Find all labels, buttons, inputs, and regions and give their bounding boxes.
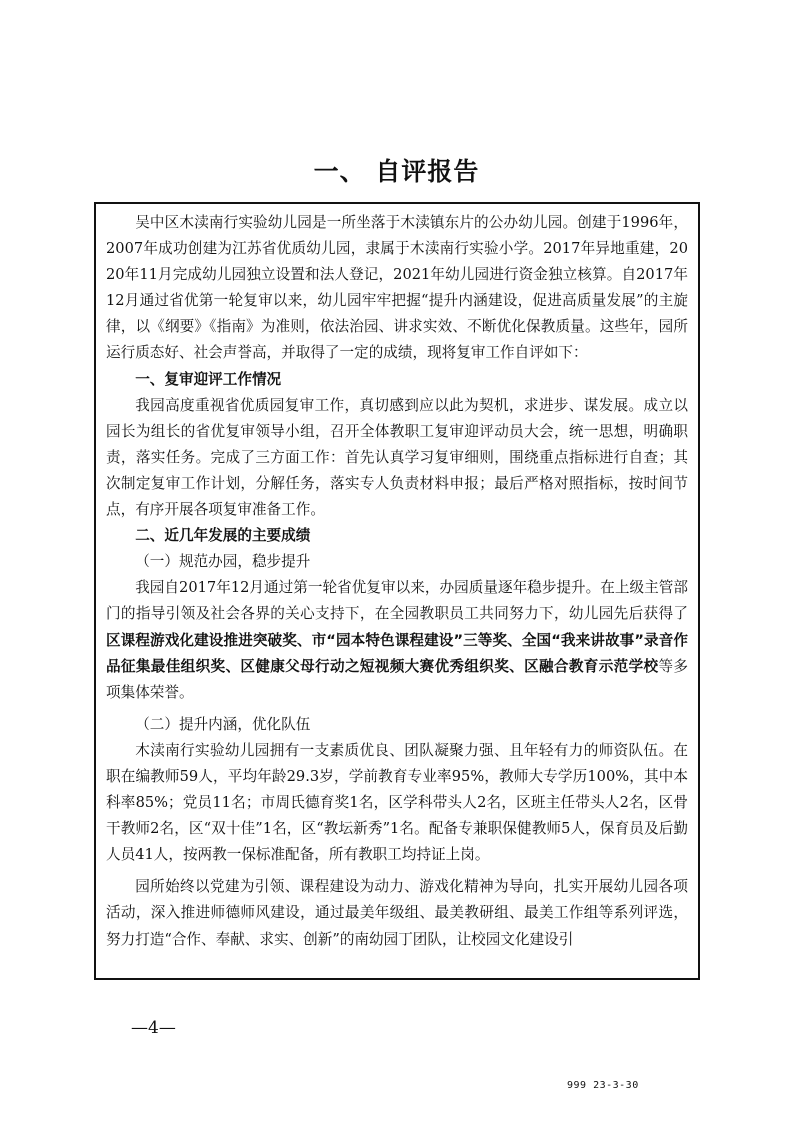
intro-paragraph: 吴中区木渎南行实验幼儿园是一所坐落于木渎镇东片的公办幼儿园。创建于1996年，2007年成功创建为江苏省优质幼儿园，隶属于木渎南行实验小学。2017年异地重建，2020年11月完成幼儿园独立设置和法人登记，2021年幼儿园进行资金独立核算。自2017年12月通过省优第一轮复审以来，幼儿园牢牢把握“提升内涵建设，促进高质量发展”的主旋律，以《纲要》《指南》为准则，依法治园、讲求实效、不断优化保教质量。这些年，园所运行质态好、社会声誉高，并取得了一定的成绩，现将复审工作自评如下：	[106, 214, 688, 362]
subsection2-body: 木渎南行实验幼儿园拥有一支素质优良、团队凝聚力强、且年轻有力的师资队伍。在职在编教师59人，平均年龄29.3岁，学前教育专业率95%，教师大专学历100%，其中本科率85%；党员11名；市周氏德育奖1名，区学科带头人2名，区班主任带头人2名，区骨干教师2名，区“双十佳”1名，区“教坛新秀”1名。配备专兼职保健教师5人，保育员及后勤人员41人，按两教一保标准配备，所有教职工均持证上岗。	[106, 741, 688, 864]
report-box	[94, 202, 700, 980]
section1-heading: 一、复审迎评工作情况	[135, 370, 282, 388]
subsection2-heading: （二）提升内涵，优化队伍	[135, 715, 311, 733]
subsection1-body-start: 我园自2017年12月通过第一轮省优复审以来，办园质量逐年稳步提升。在上级主管部门的指导引领及社会各界的关心支持下，在全园教职员工共同努力下，幼儿园先后获得了	[106, 579, 688, 623]
awards-list: 区课程游戏化建设推进突破奖、市“园本特色课程建设”三等奖、全国“我来讲故事”录音作品征集最佳组织奖、区健康父母行动之短视频大赛优秀组织奖、区融合教育示范学校	[106, 631, 688, 675]
page-title: 一、 自评报告	[313, 157, 480, 186]
subsection2-body2: 园所始终以党建为引领、课程建设为动力、游戏化精神为导向，扎实开展幼儿园各项活动，深入推进师德师风建设，通过最美年级组、最美教研组、最美工作组等系列评选，努力打造“合作、奉献、求实、创新”的南幼园丁团队，让校园文化建设引	[106, 878, 688, 948]
subsection1-body	[106, 575, 688, 705]
page-number: —4—	[131, 1018, 176, 1038]
footer-code: 999 23-3-30	[567, 1080, 639, 1091]
subsection1-body-end: 等多项集体荣誉。	[106, 657, 688, 701]
section2-heading: 二、近几年发展的主要成绩	[135, 527, 311, 545]
section1-body: 我园高度重视省优质园复审工作，真切感到应以此为契机，求进步、谋发展。成立以园长为组长的省优复审领导小组，召开全体教职工复审迎评动员大会，统一思想，明确职责，落实任务。完成了三方面工作：首先认真学习复审细则，围绕重点指标进行自查；其次制定复审工作计划，分解任务，落实专人负责材料申报；最后严格对照指标，按时间节点，有序开展各项复审准备工作。	[106, 396, 688, 519]
subsection1-heading: （一）规范办园，稳步提升	[135, 553, 311, 571]
